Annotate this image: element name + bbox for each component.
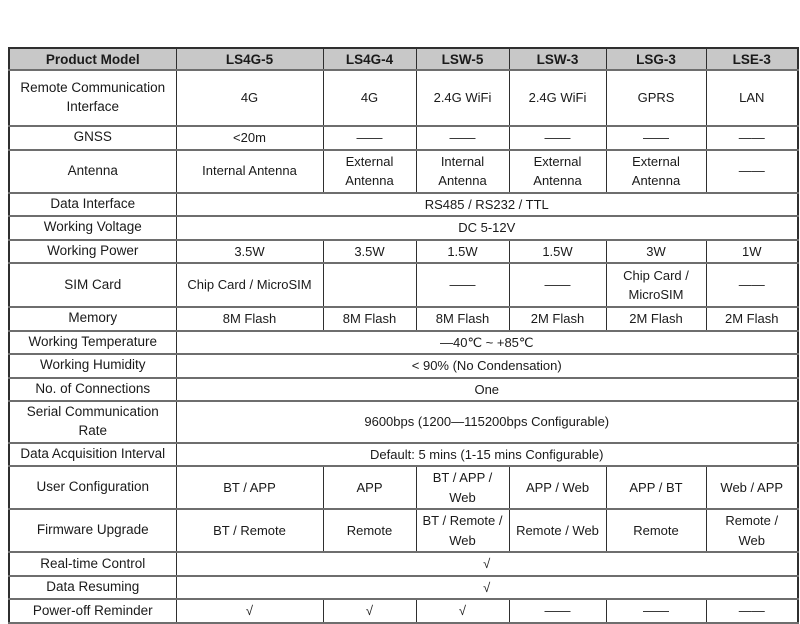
column-header-model: LS4G-5: [176, 48, 323, 70]
spec-cell-span: < 90% (No Condensation): [176, 354, 798, 378]
column-header-product-model: Product Model: [9, 48, 176, 70]
spec-cell: ——: [706, 263, 798, 307]
row-remote-communication-interface: [9, 70, 798, 126]
spec-cell: 2M Flash: [706, 307, 798, 331]
spec-cell: APP / BT: [606, 466, 706, 509]
spec-cell: External Antenna: [606, 150, 706, 193]
column-header-model: LSW-5: [416, 48, 509, 70]
row-firmware-upgrade: [9, 509, 798, 552]
spec-cell: Web / APP: [706, 466, 798, 509]
row-label: Working Voltage: [9, 216, 176, 240]
row-user-configuration: [9, 466, 798, 509]
header-row: [9, 48, 798, 70]
spec-cell: ——: [416, 126, 509, 150]
spec-cell-span: √: [176, 552, 798, 576]
spec-cell: √: [323, 599, 416, 623]
row-label: GNSS: [9, 126, 176, 150]
row-label: Working Power: [9, 240, 176, 264]
spec-cell: Chip Card / MicroSIM: [606, 263, 706, 307]
spec-cell: 1.5W: [509, 240, 606, 264]
spec-cell: ——: [606, 599, 706, 623]
spec-cell: 8M Flash: [176, 307, 323, 331]
row-label: No. of Connections: [9, 378, 176, 402]
spec-cell: BT / Remote / Web: [416, 509, 509, 552]
spec-cell: 3.5W: [176, 240, 323, 264]
spec-cell: GPRS: [606, 70, 706, 126]
spec-cell: 4G: [176, 70, 323, 126]
spec-cell: BT / APP / Web: [416, 466, 509, 509]
column-header-model: LS4G-4: [323, 48, 416, 70]
spec-cell: 8M Flash: [323, 307, 416, 331]
row-gnss: [9, 126, 798, 150]
row-label: Firmware Upgrade: [9, 509, 176, 552]
row-working-temperature: [9, 331, 798, 355]
spec-cell: ——: [706, 599, 798, 623]
row-antenna: [9, 150, 798, 193]
spec-cell: √: [176, 599, 323, 623]
row-real-time-control: [9, 552, 798, 576]
row-label: SIM Card: [9, 263, 176, 307]
spec-cell: External Antenna: [323, 150, 416, 193]
spec-cell: 2.4G WiFi: [416, 70, 509, 126]
spec-cell-span: 9600bps (1200—115200bps Configurable): [176, 401, 798, 443]
row-data-acquisition-interval: [9, 443, 798, 467]
spec-cell: ——: [509, 126, 606, 150]
row-working-power: [9, 240, 798, 264]
column-header-model: LSW-3: [509, 48, 606, 70]
spec-cell-span: DC 5-12V: [176, 216, 798, 240]
row-working-voltage: [9, 216, 798, 240]
row-label: Data Resuming: [9, 576, 176, 600]
spec-cell: Chip Card / MicroSIM: [176, 263, 323, 307]
spec-cell: ——: [606, 126, 706, 150]
spec-cell-span: Default: 5 mins (1-15 mins Configurable): [176, 443, 798, 467]
spec-cell: 1W: [706, 240, 798, 264]
product-spec-table: [8, 47, 799, 624]
row-label: Power-off Reminder: [9, 599, 176, 623]
row-label: Data Acquisition Interval: [9, 443, 176, 467]
row-label: Real-time Control: [9, 552, 176, 576]
spec-cell: BT / APP: [176, 466, 323, 509]
spec-cell: Remote / Web: [509, 509, 606, 552]
row-label: Working Humidity: [9, 354, 176, 378]
spec-cell: <20m: [176, 126, 323, 150]
spec-cell-span: One: [176, 378, 798, 402]
column-header-model: LSG-3: [606, 48, 706, 70]
spec-cell: 8M Flash: [416, 307, 509, 331]
row-label: Remote Communication Interface: [9, 70, 176, 126]
row-working-humidity: [9, 354, 798, 378]
spec-cell: APP / Web: [509, 466, 606, 509]
column-header-model: LSE-3: [706, 48, 798, 70]
spec-cell-span: RS485 / RS232 / TTL: [176, 193, 798, 217]
spec-cell: ——: [323, 126, 416, 150]
spec-cell: Remote / Web: [706, 509, 798, 552]
row-label: Antenna: [9, 150, 176, 193]
spec-cell: Remote: [606, 509, 706, 552]
spec-cell: External Antenna: [509, 150, 606, 193]
spec-cell: ——: [416, 263, 509, 307]
spec-cell: Internal Antenna: [176, 150, 323, 193]
spec-cell: ——: [706, 150, 798, 193]
spec-cell: 4G: [323, 70, 416, 126]
spec-cell: 3.5W: [323, 240, 416, 264]
row-memory: [9, 307, 798, 331]
spec-cell: [323, 263, 416, 307]
row-no-of-connections: [9, 378, 798, 402]
spec-cell: ——: [706, 126, 798, 150]
row-data-resuming: [9, 576, 798, 600]
row-label: Working Temperature: [9, 331, 176, 355]
spec-cell: 2.4G WiFi: [509, 70, 606, 126]
spec-cell: LAN: [706, 70, 798, 126]
spec-cell: 1.5W: [416, 240, 509, 264]
spec-cell: ——: [509, 599, 606, 623]
spec-cell-span: √: [176, 576, 798, 600]
spec-cell: APP: [323, 466, 416, 509]
spec-cell-span: —40℃ ~ +85℃: [176, 331, 798, 355]
spec-cell: 2M Flash: [606, 307, 706, 331]
spec-cell: ——: [509, 263, 606, 307]
row-serial-communication-rate: [9, 401, 798, 443]
row-sim-card: [9, 263, 798, 307]
spec-cell: 2M Flash: [509, 307, 606, 331]
row-label: Serial Communication Rate: [9, 401, 176, 443]
spec-cell: Internal Antenna: [416, 150, 509, 193]
row-data-interface: [9, 193, 798, 217]
spec-cell: √: [416, 599, 509, 623]
spec-cell: 3W: [606, 240, 706, 264]
spec-cell: Remote: [323, 509, 416, 552]
row-label: Memory: [9, 307, 176, 331]
row-power-off-reminder: [9, 599, 798, 623]
row-label: User Configuration: [9, 466, 176, 509]
row-label: Data Interface: [9, 193, 176, 217]
spec-cell: BT / Remote: [176, 509, 323, 552]
